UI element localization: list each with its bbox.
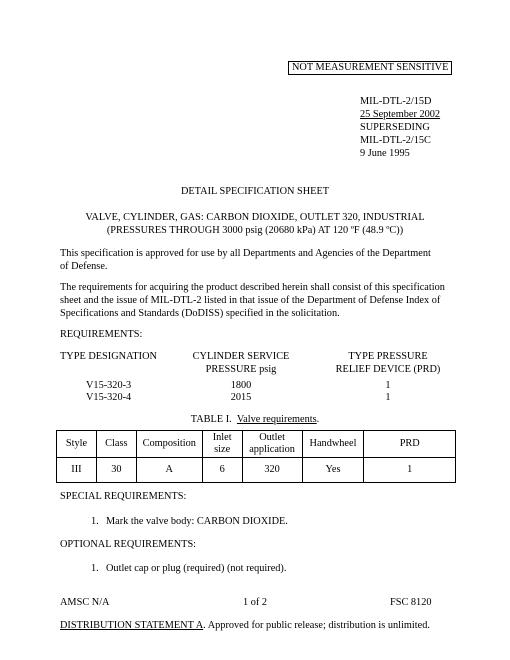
cell-style: III: [57, 458, 97, 483]
table-caption-title: Valve requirements: [236, 414, 317, 425]
service-pressure-row-2: 2015: [230, 392, 252, 403]
measurement-notice: NOT MEASUREMENT SENSITIVE: [288, 61, 452, 75]
optional-requirements-heading: OPTIONAL REQUIREMENTS:: [60, 539, 197, 550]
relief-device-header-1: TYPE PRESSURE: [348, 351, 428, 362]
cell-prd: 1: [364, 458, 456, 483]
service-pressure-row-1: 1800: [230, 380, 252, 391]
valve-requirements-table: [56, 430, 456, 483]
relief-device-header-2: RELIEF DEVICE (PRD): [335, 364, 441, 375]
header-composition: Composition: [136, 431, 202, 458]
special-item-number: 1.: [91, 516, 99, 527]
cell-class: 30: [96, 458, 136, 483]
header-inlet-size: Inlet size: [202, 431, 242, 458]
optional-item-text: Outlet cap or plug (required) (not required).: [106, 563, 287, 574]
doc-date: 25 September 2002: [360, 109, 441, 120]
type-designation-row-2: V15-320-4: [86, 392, 132, 403]
superseding-label: SUPERSEDING: [360, 122, 430, 133]
item-title-line2: (PRESSURES THROUGH 3000 psig (20680 kPa) AT 120 ºF (48.9 ºC)): [106, 225, 404, 236]
header-prd: PRD: [364, 431, 456, 458]
type-designation-header: TYPE DESIGNATION: [60, 351, 157, 362]
approval-paragraph: This specification is approved for use by all Departments and Agencies of the Department of Defense.: [60, 248, 431, 272]
requirements-heading: REQUIREMENTS:: [60, 329, 143, 340]
table-caption-label: TABLE I.: [190, 414, 232, 425]
table-caption-end: .: [316, 414, 320, 425]
cell-inlet-size: 6: [202, 458, 242, 483]
amsc-label: AMSC N/A: [60, 597, 110, 608]
cell-outlet-application: 320: [242, 458, 302, 483]
service-pressure-header-2: PRESSURE psig: [205, 364, 277, 375]
requirements-paragraph: The requirements for acquiring the product described herein shall consist of this specification sheet and the issue of MIL-DTL-2 listed in that issue of the Department of Defense Index of Specifications and Standards (DoDISS) specified in the solicitation.: [60, 282, 445, 319]
distribution-label: DISTRIBUTION STATEMENT A: [60, 620, 204, 631]
table-row: [57, 458, 456, 483]
prd-row-2: 1: [385, 392, 391, 403]
distribution-statement: [60, 620, 430, 633]
superseded-id: MIL-DTL-2/15C: [360, 135, 431, 146]
type-designation-row-1: V15-320-3: [86, 380, 132, 391]
header-class: Class: [96, 431, 136, 458]
service-pressure-header-1: CYLINDER SERVICE: [192, 351, 290, 362]
item-title-line1: VALVE, CYLINDER, GAS: CARBON DIOXIDE, OUTLET 320, INDUSTRIAL: [85, 212, 425, 223]
special-item-text: Mark the valve body: CARBON DIOXIDE.: [106, 516, 288, 527]
distribution-text: . Approved for public release; distribution is unlimited.: [203, 620, 430, 631]
cell-composition: A: [136, 458, 202, 483]
table-caption: [0, 414, 510, 427]
fsc-label: FSC 8120: [390, 597, 432, 608]
superseded-date: 9 June 1995: [360, 148, 410, 159]
header-style: Style: [57, 431, 97, 458]
cell-handwheel: Yes: [302, 458, 364, 483]
table-header-row: [57, 431, 456, 458]
prd-row-1: 1: [385, 380, 391, 391]
page-number: 1 of 2: [242, 597, 268, 608]
special-requirements-heading: SPECIAL REQUIREMENTS:: [60, 491, 187, 502]
header-outlet-application: Outlet application: [242, 431, 302, 458]
doc-id: MIL-DTL-2/15D: [360, 96, 432, 107]
optional-item-number: 1.: [91, 563, 99, 574]
header-handwheel: Handwheel: [302, 431, 364, 458]
sheet-title: DETAIL SPECIFICATION SHEET: [180, 186, 330, 197]
